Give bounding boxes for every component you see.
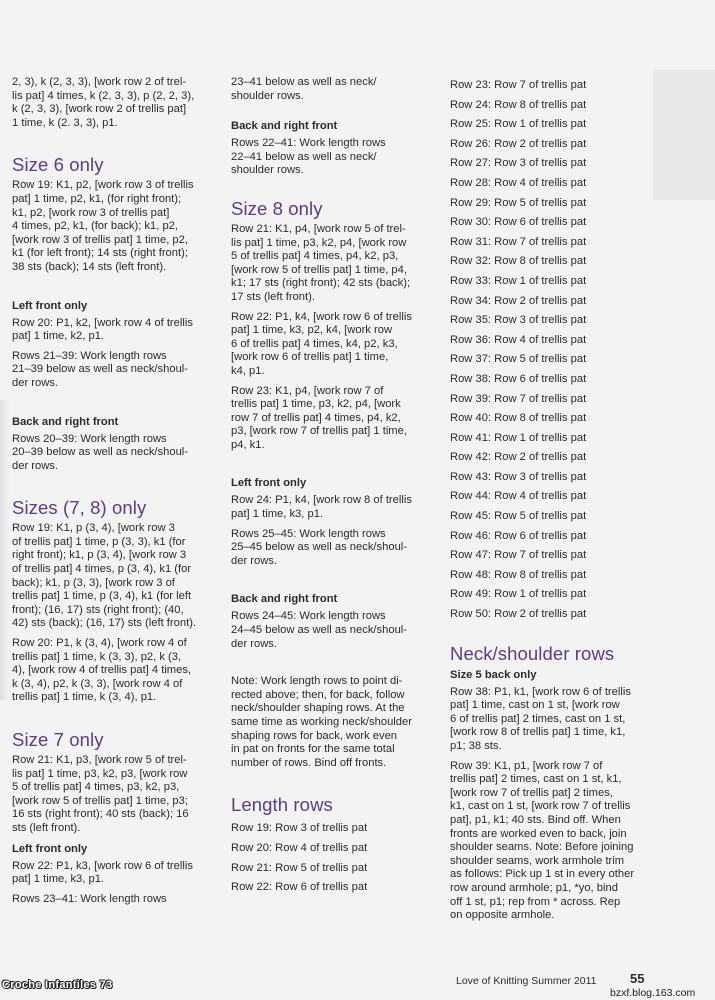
length-row-item: Row 22: Row 6 of trellis pat: [231, 881, 368, 894]
instruction-paragraph: Rows 21–39: Work length rows 21–39 below as well as neck/shoul- der rows.: [12, 349, 188, 389]
subsection-heading: Left front only: [12, 842, 88, 855]
instruction-paragraph: Rows 23–41: Work length rows: [12, 892, 167, 905]
spacer: [12, 479, 212, 497]
length-row-item: Row 46: Row 6 of trellis pat: [450, 529, 587, 542]
subsection-heading: Back and right front: [231, 593, 338, 606]
length-row-item: Row 24: Row 8 of trellis pat: [450, 98, 587, 111]
section-heading: Size 7 only: [12, 729, 104, 750]
spacer: [450, 625, 650, 643]
length-row-item: Row 44: Row 4 of trellis pat: [450, 490, 587, 503]
subsection-heading: Left front only: [231, 477, 307, 490]
instruction-paragraph: Rows 25–45: Work length rows 25–45 below as well as neck/shoul- der rows.: [231, 527, 407, 567]
length-row-item: Row 28: Row 4 of trellis pat: [450, 176, 587, 189]
column-left: [12, 76, 212, 912]
spacer: [12, 397, 212, 415]
folio-line: Love of Knitting Summer 2011: [456, 975, 597, 987]
spacer: [231, 776, 429, 794]
instruction-paragraph: Row 23: K1, p4, [work row 7 of trellis pat] 1 time, p3, k2, p4, [work row 7 of trellis pat] 4 times, p4, k2, p3, [work row 7 of trellis pat] 1 time, p4, k1.: [231, 384, 407, 451]
instruction-paragraph: Row 19: K1, p (3, 4), [work row 3 of trellis pat] 1 time, p (3, 3), k1 (for right front); k1, p (3, 4), [work row 3 of trellis pat] 4 times, p (3, 4), k1 (for back); k1, p (3, 3), [work row 3 of trellis pat] 1 time, p (3, 4), k1 (for left front); (16, 17) sts (right front); (40, 42) sts (back); (16, 17) sts (left front).: [12, 522, 197, 630]
instruction-paragraph: Row 38: P1, k1, [work row 6 of trellis pat] 1 time, cast on 1 st, [work row 6 of trellis pat] 2 times, cast on 1 st, [work row 8 of trellis pat] 1 time, k1, p1; 38 sts.: [450, 685, 631, 752]
length-row-item: Row 49: Row 1 of trellis pat: [450, 588, 587, 601]
instruction-paragraph: Row 19: K1, p2, [work row 3 of trellis pat] 1 time, p2, k1, (for right front); k1, p2, [work row 3 of trellis pat] 4 times, p2, k1, (for back); k1, p2, [work row 3 of trellis pat] 1 time, p2, k1 (for left front); 14 sts (right front); 38 sts (back); 14 sts (left front).: [12, 179, 194, 273]
instruction-paragraph: 2, 3), k (2, 3, 3), [work row 2 of trel- lis pat] 4 times, k (2, 3, 3), p (2, 2, 3), k (2, 3, 3), [work row 2 of trellis pat] 1 time, k (2. 3, 3), p1.: [12, 76, 195, 129]
length-row-item: Row 20: Row 4 of trellis pat: [231, 841, 368, 854]
length-row-item: Row 48: Row 8 of trellis pat: [450, 568, 587, 581]
instruction-paragraph: Row 39: K1, p1, [work row 7 of trellis pat] 2 times, cast on 1 st, k1, [work row 7 of trellis pat] 2 times, k1, cast on 1 st, [work row 7 of trellis pat], p1, k1; 40 sts. Bind off. When fronts are worked even to back, join shoulder seams. Note: Before joining shoulder seams, work armhole trim as follows: Pick up 1 st in every other row around armhole; p1, *yo, bind off 1 st, p1; rep from * across. Rep on opposite armhole.: [450, 759, 635, 922]
length-row-item: Row 23: Row 7 of trellis pat: [450, 79, 587, 91]
instruction-paragraph: Rows 24–45: Work length rows 24–45 below as well as neck/shoul- der rows.: [231, 610, 407, 650]
length-row-item: Row 43: Row 3 of trellis pat: [450, 470, 587, 483]
length-row-item: Row 30: Row 6 of trellis pat: [450, 216, 587, 229]
section-heading: Neck/shoulder rows: [450, 642, 615, 664]
bleed-through-shadow: [653, 70, 715, 200]
instruction-paragraph: Row 24: P1, k4, [work row 8 of trellis pat] 1 time, k3, p1.: [231, 494, 412, 521]
instruction-paragraph: Row 22: P1, k3, [work row 6 of trellis pat] 1 time, k3, p1.: [12, 859, 193, 886]
instruction-paragraph: Row 22: P1, k4, [work row 6 of trellis pat] 1 time, k3, p2, k4, [work row 6 of trellis pat] 4 times, k4, p2, k3, [work row 6 of trellis pat] 1 time, k4, p1.: [231, 310, 412, 377]
instruction-paragraph: 23–41 below as well as neck/ shoulder rows.: [231, 76, 377, 102]
subsection-heading: Size 5 back only: [450, 668, 537, 681]
section-heading: Length rows: [231, 794, 333, 816]
subsection-heading: Back and right front: [12, 415, 119, 428]
spacer: [231, 574, 429, 592]
section-heading: Size 6 only: [12, 154, 104, 176]
length-row-item: Row 27: Row 3 of trellis pat: [450, 157, 587, 170]
instruction-paragraph: Row 20: P1, k2, [work row 4 of trellis pat] 1 time, k2, p1.: [12, 316, 193, 343]
length-row-item: Row 45: Row 5 of trellis pat: [450, 510, 587, 523]
length-row-item: Row 34: Row 2 of trellis pat: [450, 294, 587, 307]
length-row-item: Row 19: Row 3 of trellis pat: [231, 822, 368, 835]
section-heading: Size 8 only: [231, 197, 323, 219]
length-row-item: Row 50: Row 2 of trellis pat: [450, 608, 587, 621]
spacer: [231, 657, 429, 675]
instruction-paragraph: Rows 22–41: Work length rows 22–41 below as well as neck/ shoulder rows.: [231, 137, 386, 177]
spacer: [231, 109, 429, 119]
column-middle: [231, 76, 429, 898]
length-row-item: Row 37: Row 5 of trellis pat: [450, 353, 587, 366]
length-row-item: Row 29: Row 5 of trellis pat: [450, 196, 587, 209]
length-row-item: Row 25: Row 1 of trellis pat: [450, 118, 587, 131]
instruction-paragraph: Note: Work length rows to point di- rected above; then, for back, follow neck/shoulder shaping rows. At the same time as working neck/shoulder shaping rows for back, work even in pat on fronts for the same total number of rows. Bind off fronts.: [231, 675, 412, 769]
length-row-item: Row 21: Row 5 of trellis pat: [231, 861, 368, 874]
watermark: bzxf.blog.163.com: [610, 987, 696, 999]
instruction-paragraph: Row 21: K1, p4, [work row 5 of trel- lis pat] 1 time, p3, k2, p4, [work row 5 of trellis pat] 4 times, p4, k2, p3, [work row 5 of trellis pat] 1 time, p4, k1; 17 sts (right front); 42 sts (back); 17 sts (left front).: [231, 222, 411, 303]
length-row-item: Row 42: Row 2 of trellis pat: [450, 451, 587, 464]
section-heading: Sizes (7, 8) only: [12, 497, 147, 519]
length-row-item: Row 39: Row 7 of trellis pat: [450, 392, 587, 405]
spacer: [231, 184, 429, 198]
page-number: 55: [630, 971, 645, 986]
column-right: [450, 76, 650, 929]
spacer: [12, 711, 212, 729]
length-row-item: Row 26: Row 2 of trellis pat: [450, 137, 587, 150]
length-row-item: Row 32: Row 8 of trellis pat: [450, 255, 587, 268]
length-row-item: Row 40: Row 8 of trellis pat: [450, 412, 587, 425]
subsection-heading: Back and right front: [231, 120, 338, 133]
length-row-item: Row 33: Row 1 of trellis pat: [450, 274, 587, 287]
instruction-paragraph: Row 21: K1, p3, [work row 5 of trel- lis pat] 1 time, p3, k2, p3, [work row 5 of trellis pat] 4 times, p3, k2, p3, [work row 5 of trellis pat] 1 time, p3; 16 sts (right front); 40 sts (back); 16 sts (left front).: [12, 754, 189, 834]
length-row-item: Row 41: Row 1 of trellis pat: [450, 431, 587, 444]
spacer: [12, 136, 212, 154]
length-row-item: Row 31: Row 7 of trellis pat: [450, 235, 587, 248]
binding-shadow: [0, 400, 10, 700]
length-row-item: Row 38: Row 6 of trellis pat: [450, 372, 587, 385]
length-row-item: Row 47: Row 7 of trellis pat: [450, 549, 587, 562]
spacer: [12, 281, 212, 299]
instruction-paragraph: Rows 20–39: Work length rows 20–39 below as well as neck/shoul- der rows.: [12, 432, 188, 472]
magazine-label: Croche Infantiles 73: [2, 979, 113, 991]
subsection-heading: Left front only: [12, 299, 88, 312]
instruction-paragraph: Row 20: P1, k (3, 4), [work row 4 of trellis pat] 1 time, k (3, 3), p2, k (3, 4), [work row 4 of trellis pat] 4 times, k (3, 4), p2, k (3, 3), [work row 4 of trellis pat] 1 time, k (3, 4), p1.: [12, 637, 192, 704]
spacer: [231, 458, 429, 476]
length-row-item: Row 35: Row 3 of trellis pat: [450, 314, 587, 327]
length-row-item: Row 36: Row 4 of trellis pat: [450, 333, 587, 346]
